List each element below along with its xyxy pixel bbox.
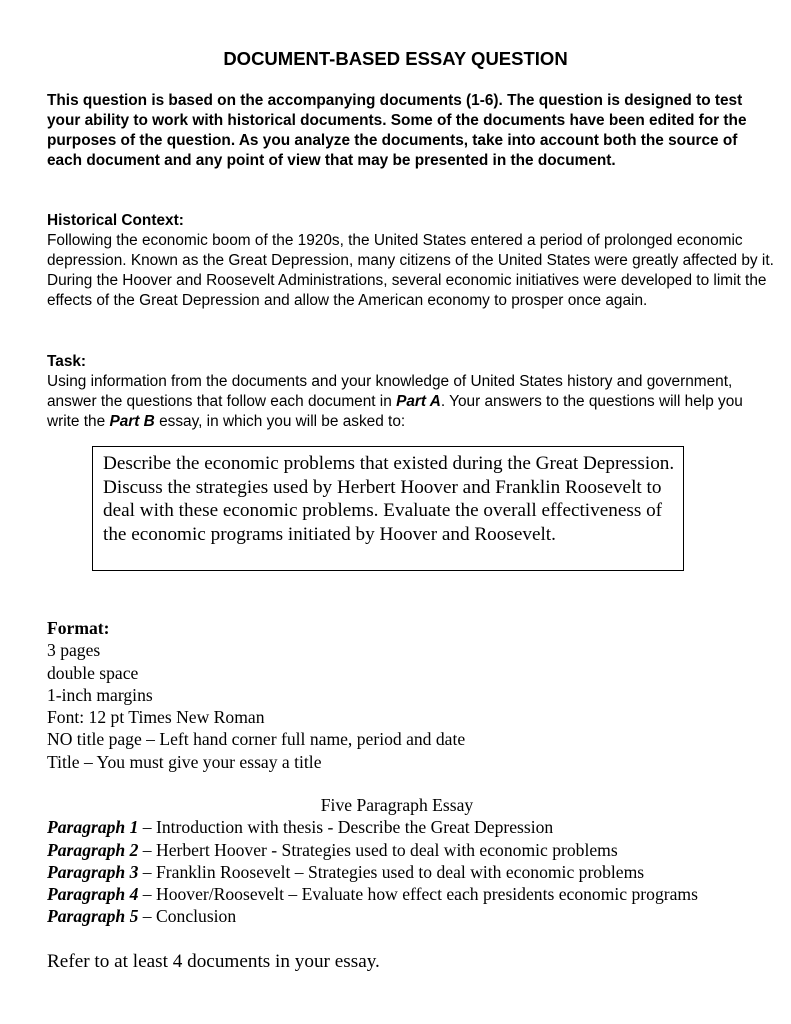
historical-context-body: Following the economic boom of the 1920s, the United States entered a period of prolonged economic depression. Known as the Great Depression, many citizens of the United States were greatly affected by it. During the Hoover and Roosevelt Administrations, several economic initiatives were developed to limit the effects of the Great Depression and allow the American economy to prosper once again. [47, 232, 774, 309]
task-body-3: essay, in which you will be asked to: [154, 413, 406, 430]
format-section [47, 617, 767, 773]
page-title: DOCUMENT-BASED ESSAY QUESTION [223, 48, 568, 69]
paragraph-item [47, 883, 747, 905]
paragraph-item [47, 905, 747, 927]
paragraph-item [47, 816, 747, 838]
format-item: Title – You must give your essay a title [47, 751, 322, 772]
historical-context-heading: Historical Context: [47, 212, 184, 229]
paragraph-text: – Herbert Hoover - Strategies used to deal with economic problems [138, 839, 618, 860]
task-body-2: . Your answers to the questions will help you write the [47, 393, 743, 430]
format-item: 3 pages [47, 640, 101, 661]
format-heading: Format: [47, 618, 110, 638]
part-a-label: Part A [396, 393, 441, 410]
five-paragraph-heading: Five Paragraph Essay [320, 795, 474, 815]
five-paragraph-essay-section [47, 794, 747, 928]
format-item: Font: 12 pt Times New Roman [47, 707, 265, 728]
paragraph-label: Paragraph 1 [47, 817, 139, 838]
paragraph-text: – Hoover/Roosevelt – Evaluate how effect each presidents economic programs [138, 884, 698, 905]
paragraph-item [47, 861, 747, 883]
paragraph-text: – Introduction with thesis - Describe the Great Depression [138, 817, 554, 838]
paragraph-label: Paragraph 5 [47, 906, 139, 927]
historical-context-section [47, 211, 777, 311]
task-section [47, 352, 777, 432]
paragraph-label: Paragraph 2 [47, 839, 139, 860]
paragraph-item [47, 839, 747, 861]
format-item: double space [47, 662, 139, 683]
format-item: NO title page – Left hand corner full name, period and date [47, 729, 466, 750]
paragraph-text: – Conclusion [138, 906, 237, 927]
intro-paragraph: This question is based on the accompanying documents (1-6). The question is designed to test your ability to work with historical documents. Some of the documents have been edited for the purposes of the question. As you analyze the documents, take into account both the source of each document and any point of view that may be presented in the document. [47, 92, 747, 169]
task-heading: Task: [47, 353, 87, 370]
paragraph-text: – Franklin Roosevelt – Strategies used to deal with economic problems [138, 861, 645, 882]
closing-instruction: Refer to at least 4 documents in your essay. [47, 951, 380, 972]
paragraph-label: Paragraph 3 [47, 861, 139, 882]
part-b-label: Part B [109, 413, 155, 430]
essay-prompt-box: Describe the economic problems that existed during the Great Depression. Discuss the strategies used by Herbert Hoover and Franklin Roosevelt to deal with these economic problems. Evaluate the overall effectiveness of the economic programs initiated by Hoover and Roosevelt. [92, 446, 684, 571]
task-body-1: Using information from the documents and your knowledge of United States history and government, answer the questions that follow each document in [47, 373, 733, 410]
format-item: 1-inch margins [47, 684, 153, 705]
paragraph-label: Paragraph 4 [47, 884, 139, 905]
